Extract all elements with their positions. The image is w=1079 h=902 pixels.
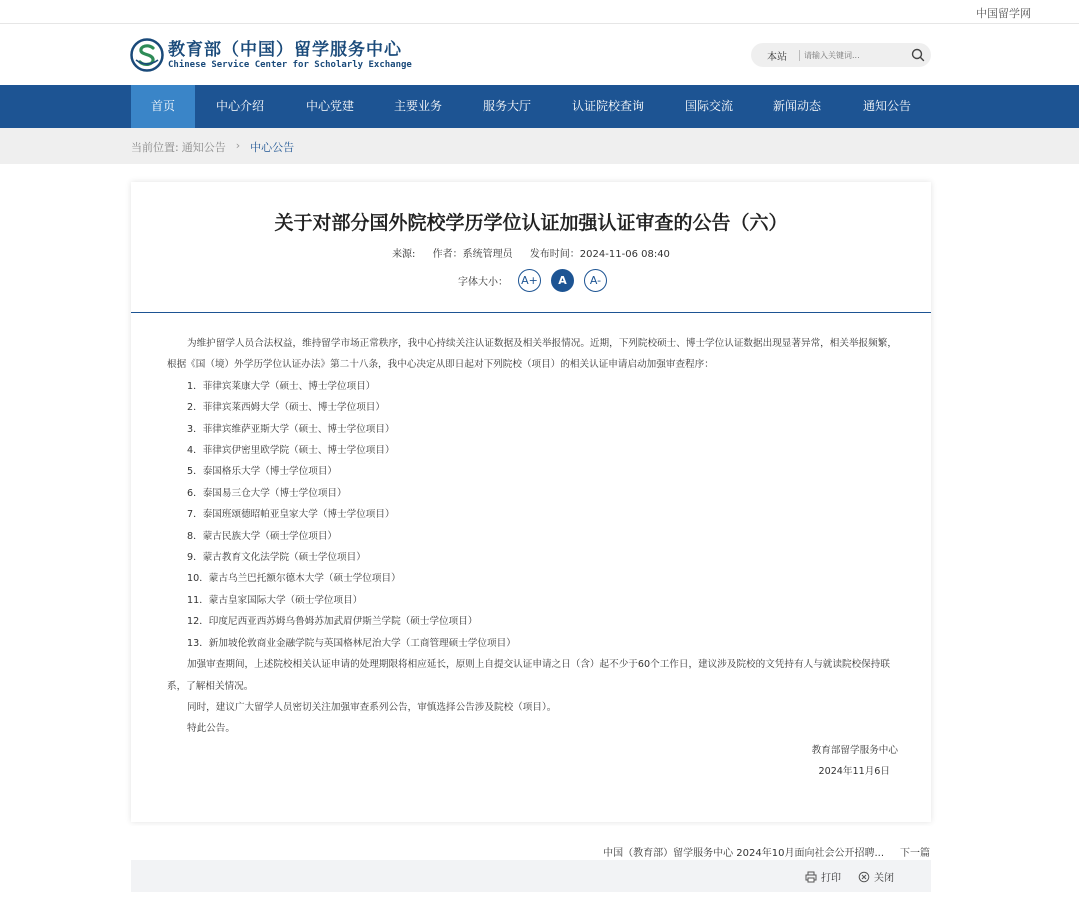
search-box [751, 43, 931, 67]
font-size-control [458, 269, 607, 292]
article-paragraph: 同时，建议广大留学人员密切关注加强审查系列公告，审慎选择公告涉及院校（项目）。 [187, 701, 557, 713]
top-bar [0, 0, 1079, 24]
main-nav [0, 85, 1079, 128]
breadcrumb-label: 当前位置: [131, 141, 179, 154]
logo-chinese-name: 教育部（中国）留学服务中心 [168, 39, 402, 60]
article-time: 发布时间：2024-11-06 08:40 [529, 249, 670, 260]
article-paragraph: 加强审查期间，上述院校相关认证申请的处理期限将相应延长，原则上自提交认证申请之日（含）起不少于60个工作日，建议涉及院校的文凭持有人与就读院校保持联系，了解相关情况。 [167, 659, 890, 692]
article-body [167, 333, 902, 783]
list-item: 4．菲律宾伊密里欧学院（硕士、博士学位项目） [187, 445, 395, 457]
nav-item-international[interactable]: 国际交流 [684, 99, 733, 113]
chevron-right-icon: › [235, 139, 241, 152]
list-item: 8．蒙古民族大学（硕士学位项目） [187, 530, 338, 542]
next-article-label[interactable]: 下一篇 [900, 848, 930, 859]
font-size-label: 字体大小： [458, 277, 508, 288]
article-source: 来源: [392, 249, 416, 260]
list-item: 2．菲律宾莱西姆大学（硕士、博士学位项目） [187, 402, 385, 414]
article-card [131, 182, 931, 822]
print-button[interactable] [805, 869, 841, 884]
nav-item-news[interactable]: 新闻动态 [772, 99, 821, 113]
list-item: 1．菲律宾莱康大学（硕士、博士学位项目） [187, 380, 376, 392]
article-tools [131, 860, 931, 892]
search-input[interactable] [804, 51, 908, 60]
list-item: 7．泰国班颂德昭帕亚皇家大学（博士学位项目） [187, 509, 395, 521]
nav-item-service[interactable]: 服务大厅 [482, 99, 531, 113]
nav-item-about[interactable]: 中心介绍 [215, 99, 264, 113]
search-icon[interactable] [910, 47, 926, 63]
search-divider [799, 50, 800, 61]
close-label: 关闭 [874, 873, 894, 884]
close-button[interactable] [858, 869, 894, 884]
font-decrease-button[interactable]: A- [584, 269, 607, 292]
list-item: 9．蒙古教育文化法学院（硕士学位项目） [187, 552, 366, 564]
list-item: 12．印度尼西亚西苏姆乌鲁姆苏加武眉伊斯兰学院（硕士学位项目） [187, 616, 478, 628]
list-item: 10．蒙古乌兰巴托额尔德木大学（硕士学位项目） [187, 573, 401, 585]
list-item: 13．新加坡伦敦商业金融学院与英国格林尼治大学（工商管理硕士学位项目） [187, 637, 516, 649]
cssce-emblem-icon [130, 38, 164, 72]
list-item: 5．泰国格乐大学（博士学位项目） [187, 466, 338, 478]
list-item: 6．泰国易三仓大学（博士学位项目） [187, 487, 347, 499]
logo-english-name: Chinese Service Center for Scholarly Exchange [168, 59, 412, 70]
search-scope[interactable]: 本站 [767, 51, 787, 63]
font-increase-button[interactable]: A+ [518, 269, 541, 292]
breadcrumb-current[interactable]: 中心公告 [250, 141, 295, 154]
nav-item-notices[interactable]: 通知公告 [862, 99, 911, 113]
nav-item-home[interactable]: 首页 [131, 85, 195, 128]
article-date: 2024年11月6日 [818, 766, 890, 778]
title-divider [131, 312, 931, 313]
nav-item-school-query[interactable]: 认证院校查询 [571, 99, 644, 113]
breadcrumb [0, 128, 1079, 164]
print-label: 打印 [821, 873, 841, 884]
font-default-button[interactable]: A [551, 269, 574, 292]
article-paragraph: 特此公告。 [187, 723, 235, 735]
site-logo[interactable] [130, 38, 412, 72]
article-author: 作者：系统管理员 [432, 249, 513, 260]
nav-item-party[interactable]: 中心党建 [305, 99, 354, 113]
china-study-abroad-link[interactable]: 中国留学网 [976, 7, 1031, 20]
next-article-bar [131, 826, 931, 860]
next-article-link[interactable]: 中国（教育部）留学服务中心 2024年10月面向社会公开招聘... [603, 848, 884, 859]
article-intro: 为维护留学人员合法权益，维持留学市场正常秩序，我中心持续关注认证数据及相关举报情况。近期，下列院校硕士、博士学位认证数据出现显著异常，相关举报频繁，根据《国（境）外学历学位认证办法》第二十八条，我中心决定从即日起对下列院校（项目）的相关认证申请启动加强审查程序： [167, 338, 897, 371]
breadcrumb-parent[interactable]: 通知公告 [181, 141, 226, 154]
list-item: 11．蒙古皇家国际大学（硕士学位项目） [187, 594, 363, 606]
list-item: 3．菲律宾维萨亚斯大学（硕士、博士学位项目） [187, 423, 395, 435]
printer-icon [805, 871, 817, 883]
article-title: 关于对部分国外院校学历学位认证加强认证审查的公告（六） [274, 212, 788, 234]
article-signature: 教育部留学服务中心 [811, 744, 898, 756]
article-meta [131, 245, 931, 260]
nav-item-business[interactable]: 主要业务 [393, 99, 442, 113]
close-icon [858, 871, 870, 883]
